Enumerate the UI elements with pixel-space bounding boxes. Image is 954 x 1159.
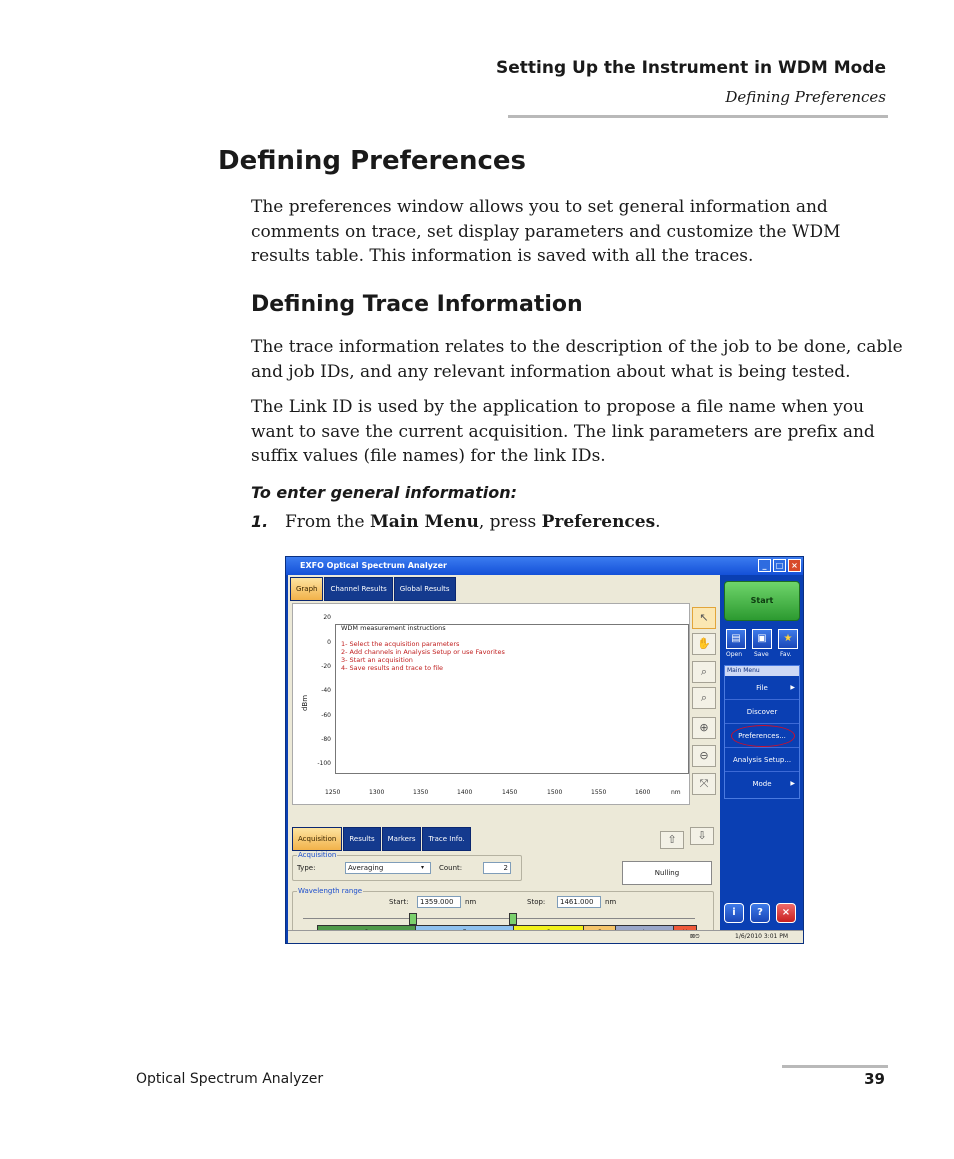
close-button[interactable]: ×	[788, 559, 801, 572]
x-axis-unit: nm	[671, 789, 681, 796]
highlight-circle	[731, 725, 795, 747]
page-number: 39	[864, 1070, 885, 1088]
text-line: results table. This information is saved with all the traces.	[251, 246, 754, 266]
x-tick: 1600	[635, 789, 651, 796]
exit-icon[interactable]: ×	[776, 903, 796, 923]
page-title: Defining Preferences	[218, 146, 527, 176]
instruction-line: 1- Select the acquisition parameters	[341, 640, 460, 648]
y-tick: 0	[327, 639, 331, 646]
footer-product: Optical Spectrum Analyzer	[136, 1071, 324, 1087]
nulling-button[interactable]: Nulling	[622, 861, 712, 885]
panel-down-icon[interactable]: ⇩	[690, 827, 714, 845]
help-icon[interactable]: ?	[750, 903, 770, 923]
text-line: The trace information relates to the description of the job to be done, cable	[251, 337, 903, 357]
x-tick: 1400	[457, 789, 473, 796]
panel-up-icon[interactable]: ⇧	[660, 831, 684, 849]
menu-item-analysis-setup[interactable]	[725, 748, 799, 772]
menu-item-discover[interactable]	[725, 700, 799, 724]
chevron-right-icon: ▶	[790, 780, 795, 787]
x-tick: 1550	[591, 789, 607, 796]
start-input[interactable]: 1359.000	[417, 896, 461, 908]
menu-item-mode[interactable]	[725, 772, 799, 796]
step-text: .	[655, 512, 661, 532]
open-label: Open	[726, 651, 743, 658]
save-label: Save	[754, 651, 769, 658]
x-tick: 1450	[502, 789, 518, 796]
tab-graph[interactable]: Graph	[290, 577, 323, 601]
step-text: From the	[285, 512, 370, 532]
x-tick: 1350	[413, 789, 429, 796]
status-bar	[288, 930, 803, 943]
lower-tabs	[292, 827, 472, 849]
spectrum-graph	[292, 603, 690, 805]
top-tabs	[290, 577, 457, 601]
stop-unit: nm	[605, 898, 617, 906]
trace-info-paragraph	[251, 335, 903, 384]
favorites-label: Fav.	[780, 651, 792, 658]
y-tick: -100	[317, 760, 331, 767]
stop-label: Stop:	[527, 898, 546, 906]
maximize-button[interactable]: □	[773, 559, 786, 572]
group-label: Acquisition	[298, 851, 337, 859]
minimize-button[interactable]: _	[758, 559, 771, 572]
hand-icon[interactable]: ✋	[692, 633, 716, 655]
x-tick: 1300	[369, 789, 385, 796]
instruction-line: 4- Save results and trace to file	[341, 664, 444, 672]
tab-acquisition[interactable]: Acquisition	[292, 827, 342, 851]
full-scale-icon[interactable]: ⤧	[692, 773, 716, 795]
y-tick: -20	[321, 663, 331, 670]
instruction-line: 2- Add channels in Analysis Setup or use Favorites	[341, 648, 505, 656]
step-1	[251, 512, 661, 532]
menu-label: Preferences...	[738, 732, 786, 740]
status-icons: ⊠⏲	[690, 933, 700, 940]
y-tick: -60	[321, 712, 331, 719]
y-axis-unit: dBm	[301, 694, 310, 712]
count-label: Count:	[439, 864, 463, 872]
x-tick: 1250	[325, 789, 341, 796]
graph-toolbar	[692, 603, 718, 803]
chevron-right-icon: ▶	[790, 684, 795, 691]
menu-label: Discover	[746, 708, 778, 716]
main-menu	[724, 665, 800, 799]
text-line: The preferences window allows you to set general information and	[251, 197, 828, 217]
tab-results[interactable]: Results	[343, 827, 380, 851]
app-client-area	[288, 575, 720, 942]
text-line: and job IDs, and any relevant information about what is being tested.	[251, 361, 851, 382]
main-menu-header: Main Menu	[725, 666, 799, 676]
zoom-in-icon[interactable]: ⊕	[692, 717, 716, 739]
menu-label: File	[756, 684, 768, 692]
folder-icon[interactable]: ▤	[726, 629, 746, 649]
slider-track	[303, 918, 695, 919]
subsection-title: Defining Trace Information	[251, 292, 583, 317]
stop-slider-handle[interactable]	[509, 913, 517, 925]
text-line: comments on trace, set display parameters and customize the WDM	[251, 221, 841, 242]
chevron-down-icon: ▾	[421, 864, 425, 871]
text-line: want to save the current acquisition. The link parameters are prefix and	[251, 421, 875, 442]
acquisition-panel	[292, 851, 716, 941]
start-label: Start:	[389, 898, 409, 906]
tab-channel-results[interactable]: Channel Results	[324, 577, 392, 601]
star-icon[interactable]: ★	[778, 629, 798, 649]
text-line: suffix values (file names) for the link IDs.	[251, 446, 606, 466]
footer-rule	[782, 1065, 888, 1068]
step-bold-main-menu: Main Menu	[369, 512, 479, 532]
menu-label: Analysis Setup...	[732, 756, 792, 764]
tab-trace-info[interactable]: Trace Info.	[422, 827, 470, 851]
start-button[interactable]: Start	[724, 581, 800, 621]
window-title: EXFO Optical Spectrum Analyzer	[300, 561, 447, 570]
procedure-heading: To enter general information:	[251, 483, 518, 502]
status-time: 1/6/2010 3:01 PM	[735, 933, 789, 940]
zoom-out-icon[interactable]: ⊖	[692, 745, 716, 767]
chapter-title: Setting Up the Instrument in WDM Mode	[495, 58, 886, 78]
zoom-fit-icon[interactable]: ⌕	[692, 687, 716, 709]
step-number: 1.	[251, 512, 269, 531]
text-line: The Link ID is used by the application to propose a file name when you	[251, 397, 865, 417]
type-select[interactable]: Averaging	[345, 862, 431, 874]
header-rule	[508, 115, 888, 118]
y-tick: -40	[321, 687, 331, 694]
step-text: , press	[478, 512, 542, 532]
acquisition-group	[292, 851, 522, 881]
link-id-paragraph	[251, 395, 891, 469]
instructions-title: WDM measurement instructions	[341, 624, 446, 632]
y-tick: -80	[321, 736, 331, 743]
menu-item-file[interactable]	[725, 676, 799, 700]
info-icon[interactable]: i	[724, 903, 744, 923]
cursor-icon[interactable]: ↖	[692, 607, 716, 629]
type-label: Type:	[297, 864, 316, 872]
x-tick: 1500	[547, 789, 563, 796]
menu-label: Mode	[752, 780, 772, 788]
disk-icon[interactable]: ▣	[752, 629, 772, 649]
window-titlebar	[286, 557, 803, 575]
intro-paragraph	[251, 195, 891, 269]
section-title: Defining Preferences	[725, 88, 886, 106]
step-bold-preferences: Preferences	[541, 512, 656, 532]
start-unit: nm	[465, 898, 477, 906]
zoom-area-icon[interactable]: ⌕	[692, 661, 716, 683]
start-slider-handle[interactable]	[409, 913, 417, 925]
tab-global-results[interactable]: Global Results	[394, 577, 456, 601]
side-panel	[722, 577, 802, 942]
stop-input[interactable]: 1461.000	[557, 896, 601, 908]
app-screenshot	[285, 556, 804, 944]
y-tick: 20	[323, 614, 331, 621]
count-input[interactable]: 2	[483, 862, 511, 874]
instruction-line: 3- Start an acquisition	[341, 656, 413, 664]
tab-markers[interactable]: Markers	[382, 827, 422, 851]
group-label: Wavelength range	[298, 887, 363, 895]
